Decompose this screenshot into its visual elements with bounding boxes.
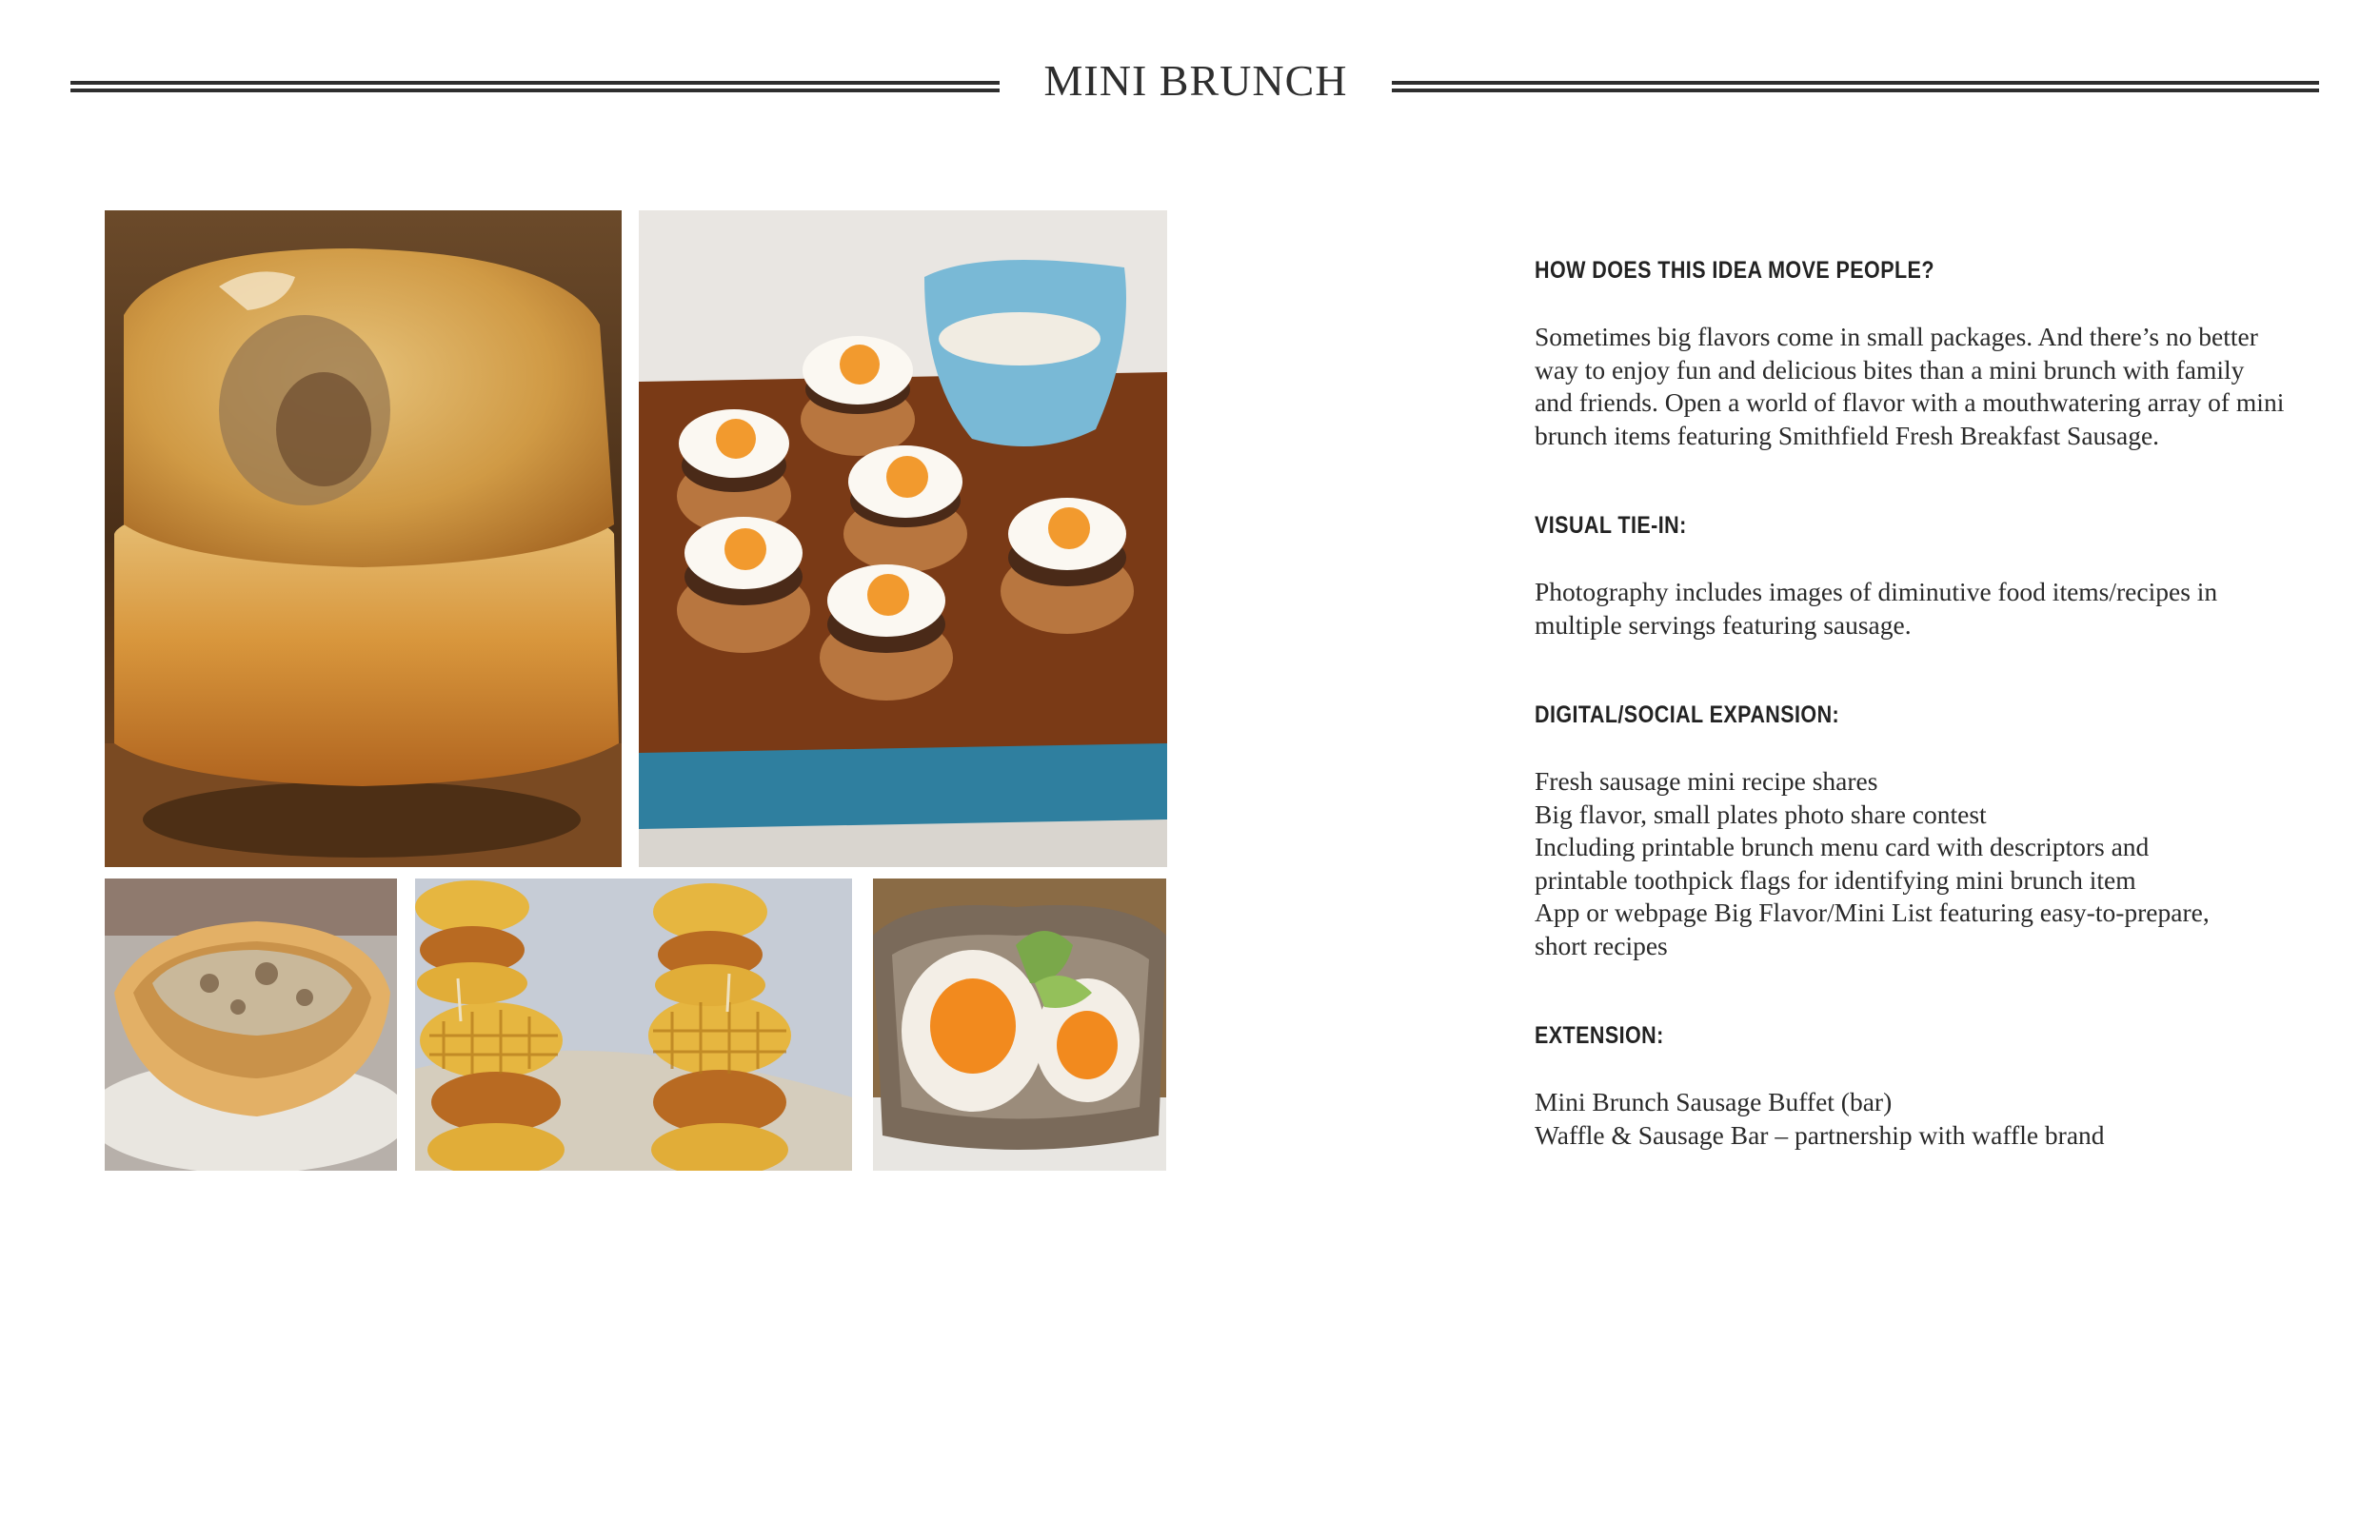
egg-cups-photo xyxy=(873,879,1166,1171)
section-heading-how-it-moves-people: HOW DOES THIS IDEA MOVE PEOPLE? xyxy=(1535,257,1934,284)
body-line: Photography includes images of diminutive food items/recipes in xyxy=(1535,577,2218,606)
body-line: Sometimes big flavors come in small packages. And there’s no better xyxy=(1535,322,2258,351)
section-body-extension xyxy=(1535,1086,2325,1152)
body-line: Mini Brunch Sausage Buffet (bar) xyxy=(1535,1087,1893,1116)
text-column xyxy=(1535,257,2325,1152)
body-line: brunch items featuring Smithfield Fresh Breakfast Sausage. xyxy=(1535,420,2160,450)
section-body-how-it-moves-people xyxy=(1535,321,2325,452)
section-body-digital-social-expansion xyxy=(1535,765,2325,962)
waffle-sliders-photo xyxy=(415,879,852,1171)
gravy-tart-photo xyxy=(105,879,397,1171)
header-rule-left xyxy=(70,81,1000,90)
body-line: App or webpage Big Flavor/Mini List featuring easy-to-prepare, xyxy=(1535,898,2210,927)
body-line: Waffle & Sausage Bar – partnership with waffle brand xyxy=(1535,1119,2105,1150)
header-rule-right xyxy=(1392,81,2319,90)
section-heading-extension: EXTENSION: xyxy=(1535,1022,1664,1049)
quail-egg-sliders-photo xyxy=(639,210,1167,867)
body-line: short recipes xyxy=(1535,930,1668,960)
body-line: printable toothpick flags for identifying mini brunch item xyxy=(1535,864,2136,895)
section-heading-visual-tie-in: VISUAL TIE-IN: xyxy=(1535,512,1687,539)
body-line: multiple servings featuring sausage. xyxy=(1535,609,1912,640)
body-line: Fresh sausage mini recipe shares xyxy=(1535,766,1878,796)
body-line: and friends. Open a world of flavor with a mouthwatering array of mini xyxy=(1535,387,2285,417)
body-line: way to enjoy fun and delicious bites than a mini brunch with family xyxy=(1535,354,2245,385)
page-title: MINI BRUNCH xyxy=(1043,56,1348,105)
muffin-photo xyxy=(105,210,622,867)
section-heading-digital-social-expansion: DIGITAL/SOCIAL EXPANSION: xyxy=(1535,701,1840,728)
body-line: Big flavor, small plates photo share contest xyxy=(1535,799,1987,829)
section-body-visual-tie-in xyxy=(1535,576,2325,642)
body-line: Including printable brunch menu card with descriptors and xyxy=(1535,832,2150,861)
